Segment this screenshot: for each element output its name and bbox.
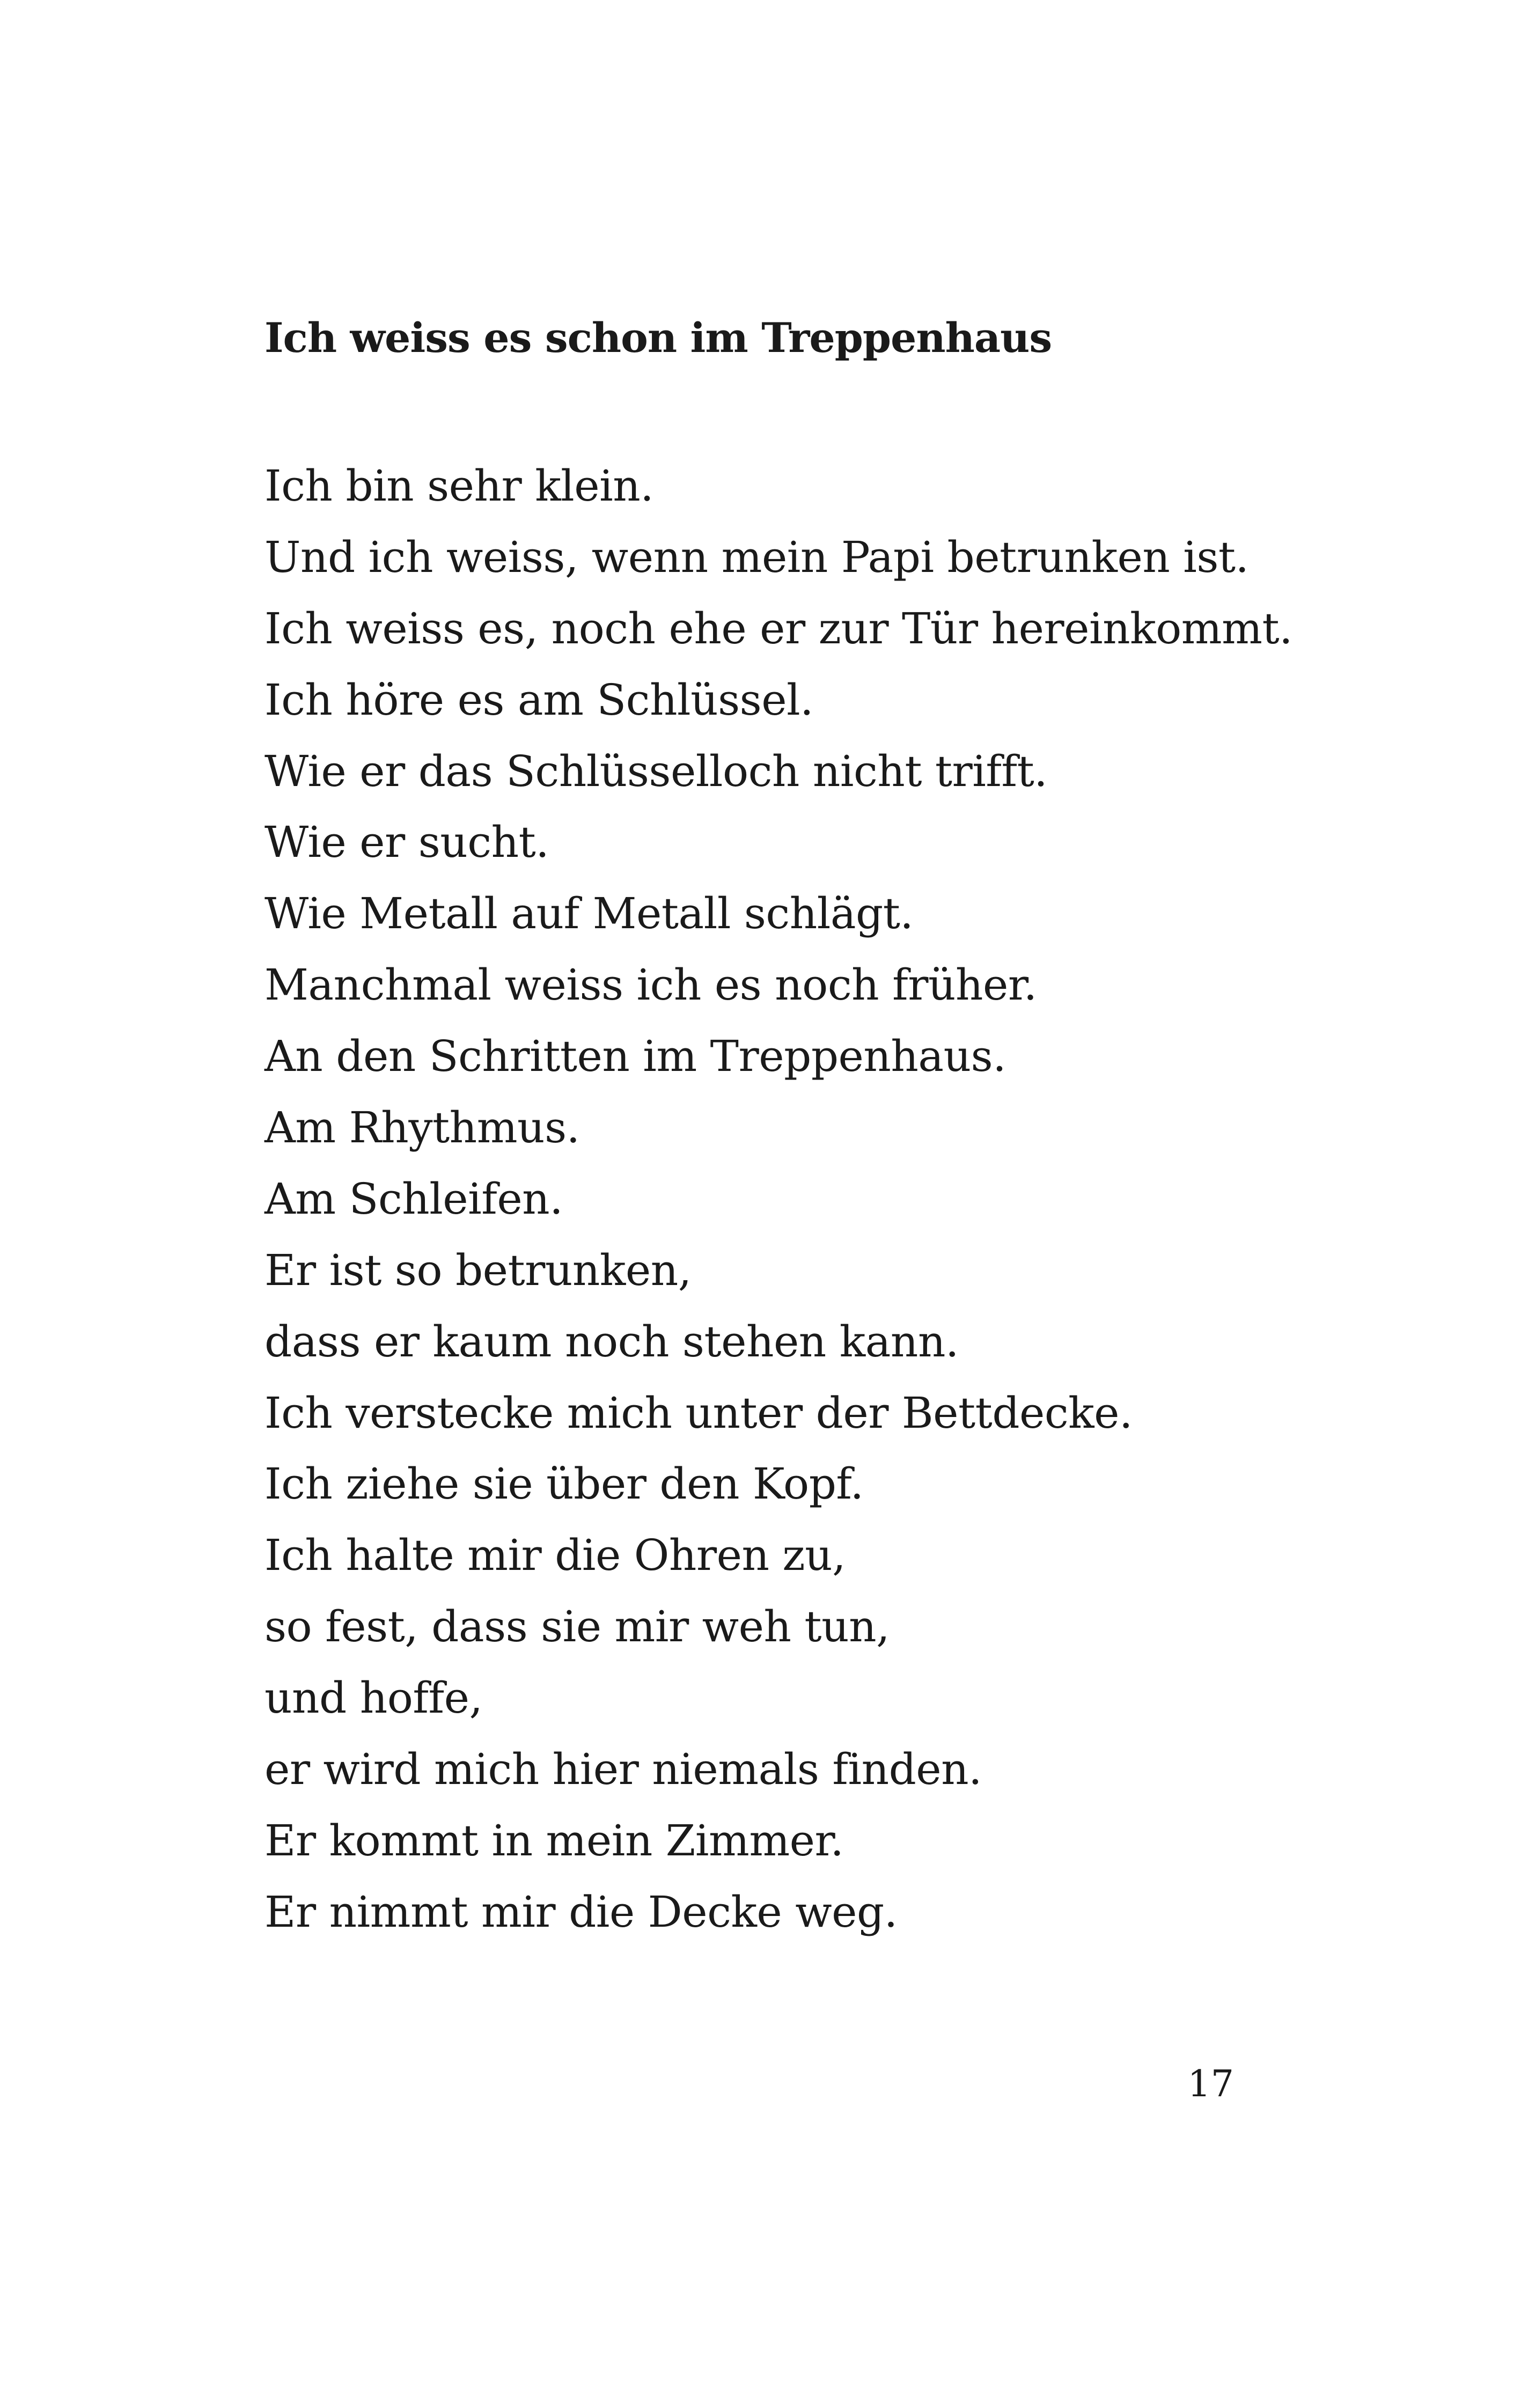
poem-line: und hoffe, bbox=[264, 1673, 483, 1723]
poem-line: Ich bin sehr klein. bbox=[264, 461, 654, 511]
poem-line: er wird mich hier niemals finden. bbox=[264, 1744, 982, 1795]
poem-line: Am Rhythmus. bbox=[264, 1103, 580, 1153]
poem-body bbox=[264, 451, 1292, 1948]
poem-line: Manchmal weiss ich es noch früher. bbox=[264, 960, 1037, 1010]
poem-line: Ich ziehe sie über den Kopf. bbox=[264, 1459, 864, 1509]
poem-line: Ich weiss es, noch ehe er zur Tür hereinkommt. bbox=[264, 603, 1293, 654]
poem-line: Er nimmt mir die Decke weg. bbox=[264, 1886, 898, 1937]
poem-title: Ich weiss es schon im Treppenhaus bbox=[264, 314, 1052, 362]
poem-line: so fest, dass sie mir weh tun, bbox=[264, 1602, 890, 1652]
poem-line: Er kommt in mein Zimmer. bbox=[264, 1815, 844, 1866]
poem-line: Und ich weiss, wenn mein Papi betrunken ist. bbox=[264, 532, 1249, 582]
poem-line: Wie er das Schlüsselloch nicht trifft. bbox=[264, 746, 1048, 796]
poem-line: Ich höre es am Schlüssel. bbox=[264, 674, 814, 725]
poem-line: Wie Metall auf Metall schlägt. bbox=[264, 889, 914, 939]
poem-line: Wie er sucht. bbox=[264, 817, 549, 868]
page-number: 17 bbox=[1187, 2063, 1234, 2105]
poem-line: An den Schritten im Treppenhaus. bbox=[264, 1031, 1006, 1082]
poem-line: Er ist so betrunken, bbox=[264, 1245, 692, 1295]
poem-line: dass er kaum noch stehen kann. bbox=[264, 1316, 959, 1367]
poem-line: Ich verstecke mich unter der Bettdecke. bbox=[264, 1387, 1133, 1438]
poem-line: Am Schleifen. bbox=[264, 1173, 563, 1224]
poem-line: Ich halte mir die Ohren zu, bbox=[264, 1530, 846, 1581]
